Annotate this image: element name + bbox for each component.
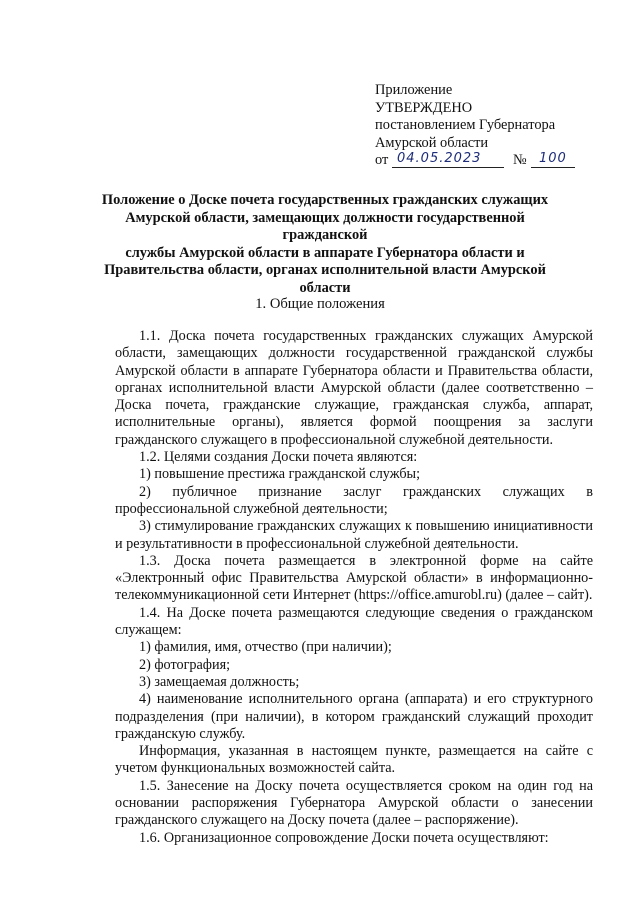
paragraph: Информация, указанная в настоящем пункте, размещается на сайте с учетом функциональных возможностей сайта.: [115, 743, 593, 777]
list-item: 2) фотография;: [139, 656, 231, 673]
document-body: [115, 328, 593, 847]
paragraph: 1.6. Организационное сопровождение Доски почета осуществляют:: [139, 829, 549, 846]
list-item: 4) наименование исполнительного органа (аппарата) и его структурного подразделения (при наличии), в котором гражданский служащий проходит гражданскую службу.: [115, 691, 593, 742]
title-line: Амурской области, замещающих должности государственной гражданской: [125, 209, 525, 244]
title-line: области: [299, 279, 351, 296]
paragraph: 1.5. Занесение на Доску почета осуществляется сроком на один год на основании распоряжения Губернатора Амурской области о занесении гражданского служащего на Доску почета (далее – распоряжение).: [115, 777, 593, 829]
title-line: службы Амурской области в аппарате Губернатора области и: [125, 244, 525, 261]
paragraph: 1.2. Целями создания Доски почета являются:: [139, 449, 418, 466]
list-item: 2) публичное признание заслуг гражданских служащих в профессиональной служебной деятельности;: [115, 483, 593, 517]
section-heading: 1. Общие положения: [255, 296, 385, 312]
decree-label: постановлением Губернатора: [375, 117, 556, 134]
document-title: [90, 192, 560, 298]
title-line: Правительства области, органах исполнительной власти Амурской: [104, 262, 546, 279]
list-item: 3) замещаемая должность;: [139, 673, 300, 690]
region-label: Амурской области: [375, 134, 489, 151]
handwritten-date: 04.05.2023: [397, 151, 482, 167]
date-number-line: [375, 152, 615, 171]
paragraph: 1.3. Доска почета размещается в электронной форме на сайте «Электронный офис Правительства Амурской области» в информационно-телекоммуникационной сети Интернет (https://office.amurobl.ru) (далее – сайт).: [115, 552, 593, 604]
number-prefix: №: [513, 152, 527, 169]
list-item: 3) стимулирование гражданских служащих к повышению инициативности и результативности в профессиональной служебной деятельности.: [115, 518, 593, 552]
appendix-label: Приложение: [375, 82, 453, 98]
paragraph: 1.1. Доска почета государственных гражданских служащих Амурской области, замещающих должности государственной гражданской службы Амурской области в аппарате Губернатора области и Правительства области, органах исполнительной власти Амурской области (далее соответственно – Доска почета, гражданские служащие, гражданская служба, аппарат, исполнительные органы), является формой поощрения за заслуги гражданского служащего в профессиональной служебной деятельности.: [115, 328, 593, 448]
approved-label: УТВЕРЖДЕНО: [375, 99, 473, 116]
paragraph: 1.4. На Доске почета размещаются следующие сведения о гражданском служащем:: [115, 604, 593, 639]
approval-block: [375, 82, 615, 171]
date-prefix: от: [375, 152, 389, 169]
list-item: 1) повышение престижа гражданской службы;: [139, 466, 421, 483]
title-line: Положение о Доске почета государственных гражданских служащих: [101, 192, 549, 208]
handwritten-number: 100: [539, 151, 567, 167]
list-item: 1) фамилия, имя, отчество (при наличии);: [139, 639, 392, 656]
